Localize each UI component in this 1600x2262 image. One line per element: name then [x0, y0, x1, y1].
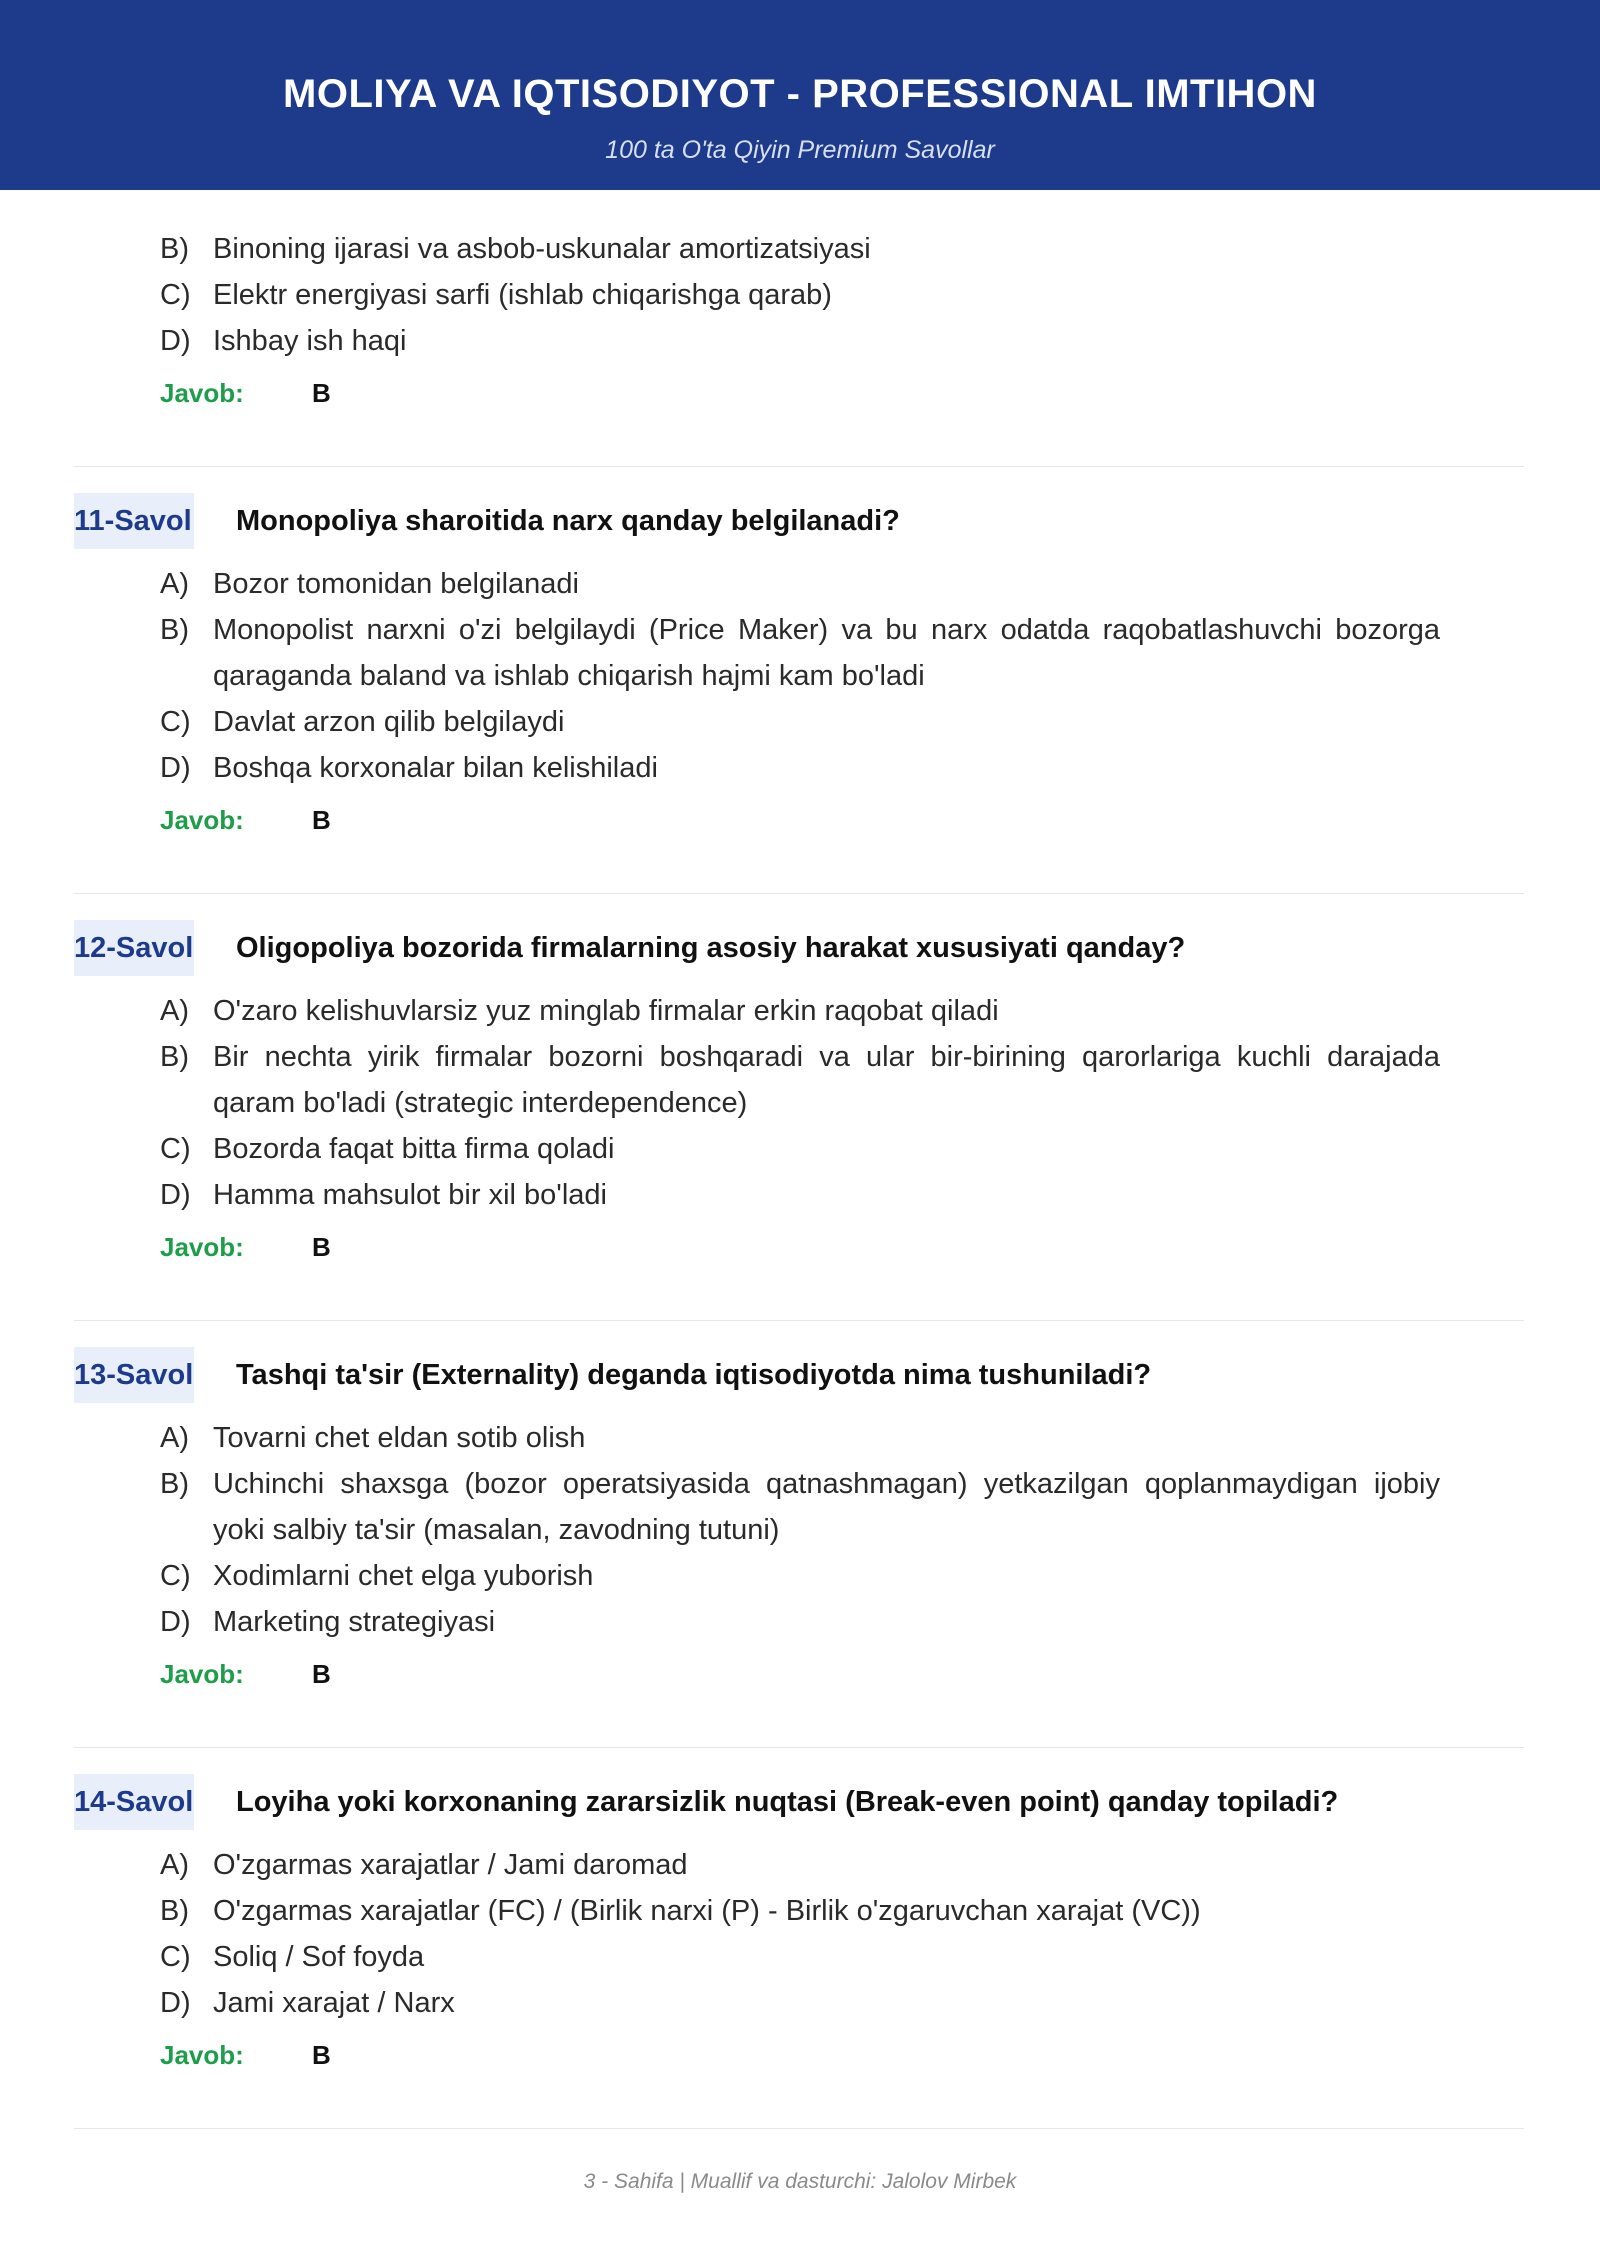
option-letter: A) — [160, 568, 189, 600]
option-letter: D) — [160, 1987, 191, 2019]
option-letter: A) — [160, 1849, 189, 1881]
option-row — [160, 699, 1440, 745]
option-text: Bir nechta yirik firmalar bozorni boshqaradi va ular bir-birining qarorlariga kuchli darajada qaram bo'ladi (strategic interdependence) — [213, 1041, 1440, 1119]
option-row — [160, 272, 1440, 318]
answer-label: Javob: — [160, 1659, 244, 1689]
option-text: Ishbay ish haqi — [213, 325, 407, 357]
option-text: Uchinchi shaxsga (bozor operatsiyasida qatnashmagan) yetkazilgan qoplanmaydigan ijobiy yoki salbiy ta'sir (masalan, zavodning tutuni) — [213, 1468, 1440, 1546]
option-letter: B) — [160, 1041, 189, 1073]
option-letter: C) — [160, 1560, 191, 1592]
answer-value: B — [312, 378, 331, 408]
question-text: Oligopoliya bozorida firmalarning asosiy harakat xususiyati qanday? — [236, 931, 1186, 964]
option-letter: B) — [160, 1895, 189, 1927]
question-number-badge: 12-Savol — [74, 920, 194, 976]
answer-label: Javob: — [160, 2040, 244, 2070]
option-text: Hamma mahsulot bir xil bo'ladi — [213, 1179, 607, 1211]
question-header — [74, 920, 1600, 976]
answer-row — [160, 1651, 1600, 1697]
option-letter: B) — [160, 233, 189, 265]
option-text: Monopolist narxni o'zi belgilaydi (Price Maker) va bu narx odatda raqobatlashuvchi bozorga qaraganda baland va ishlab chiqarish hajmi kam bo'ladi — [213, 614, 1440, 692]
option-row — [160, 1126, 1440, 1172]
answer-row — [160, 1224, 1600, 1270]
option-row — [160, 988, 1440, 1034]
question-number-badge: 14-Savol — [74, 1774, 194, 1830]
answer-value: B — [312, 805, 331, 835]
question-header — [74, 1347, 1600, 1403]
option-text: Davlat arzon qilib belgilaydi — [213, 706, 565, 738]
option-text: O'zgarmas xarajatlar (FC) / (Birlik narxi (P) - Birlik o'zgaruvchan xarajat (VC)) — [213, 1895, 1201, 1927]
option-row — [160, 745, 1440, 791]
question-text: Tashqi ta'sir (Externality) deganda iqtisodiyotda nima tushuniladi? — [236, 1358, 1152, 1391]
option-row — [160, 318, 1440, 364]
option-letter: C) — [160, 279, 191, 311]
answer-value: B — [312, 1232, 331, 1262]
page-title: MOLIYA VA IQTISODIYOT - PROFESSIONAL IMTIHON — [283, 72, 1317, 116]
question-header — [74, 493, 1600, 549]
question-number-badge: 13-Savol — [74, 1347, 194, 1403]
question-text: Monopoliya sharoitida narx qanday belgilanadi? — [236, 504, 900, 537]
option-letter: B) — [160, 1468, 189, 1500]
option-text: Xodimlarni chet elga yuborish — [213, 1560, 594, 1592]
option-text: Tovarni chet eldan sotib olish — [213, 1422, 586, 1454]
option-text: Jami xarajat / Narx — [213, 1987, 455, 2019]
option-text: Soliq / Sof foyda — [213, 1941, 425, 1973]
option-letter: D) — [160, 752, 191, 784]
question-text: Loyiha yoki korxonaning zararsizlik nuqtasi (Break-even point) qanday topiladi? — [236, 1785, 1339, 1818]
option-text: Elektr energiyasi sarfi (ishlab chiqarishga qarab) — [213, 279, 832, 311]
answer-label: Javob: — [160, 805, 244, 835]
option-text: O'zgarmas xarajatlar / Jami daromad — [213, 1849, 688, 1881]
page-subtitle: 100 ta O'ta Qiyin Premium Savollar — [605, 136, 995, 164]
answer-row — [160, 797, 1600, 843]
option-letter: A) — [160, 1422, 189, 1454]
option-row — [160, 1934, 1440, 1980]
option-row — [160, 1034, 1440, 1126]
answer-row — [160, 2032, 1600, 2078]
option-row — [160, 1172, 1440, 1218]
option-row — [160, 1980, 1440, 2026]
option-letter: C) — [160, 1941, 191, 1973]
option-text: Bozorda faqat bitta firma qoladi — [213, 1133, 615, 1165]
option-letter: D) — [160, 1606, 191, 1638]
option-row — [160, 561, 1440, 607]
option-text: Binoning ijarasi va asbob-uskunalar amortizatsiyasi — [213, 233, 871, 265]
option-letter: C) — [160, 1133, 191, 1165]
option-row — [160, 1415, 1440, 1461]
answer-label: Javob: — [160, 378, 244, 408]
page-footer: 3 - Sahifa | Muallif va dasturchi: Jalolov Mirbek — [583, 2170, 1017, 2193]
option-text: Boshqa korxonalar bilan kelishiladi — [213, 752, 658, 784]
option-row — [160, 1553, 1440, 1599]
option-row — [160, 1842, 1440, 1888]
option-row — [160, 607, 1440, 699]
option-letter: A) — [160, 995, 189, 1027]
option-text: Marketing strategiyasi — [213, 1606, 496, 1638]
option-text: Bozor tomonidan belgilanadi — [213, 568, 579, 600]
question-number-badge: 11-Savol — [74, 493, 194, 549]
question-divider — [74, 2128, 1524, 2129]
answer-value: B — [312, 1659, 331, 1689]
answer-value: B — [312, 2040, 331, 2070]
question-header — [74, 1774, 1600, 1830]
answer-row — [160, 370, 1600, 416]
option-row — [160, 1461, 1440, 1553]
page-content — [0, 190, 1600, 2129]
option-row — [160, 226, 1440, 272]
option-letter: D) — [160, 325, 191, 357]
option-row — [160, 1599, 1440, 1645]
option-text: O'zaro kelishuvlarsiz yuz minglab firmalar erkin raqobat qiladi — [213, 995, 999, 1027]
option-row — [160, 1888, 1440, 1934]
option-letter: D) — [160, 1179, 191, 1211]
option-letter: B) — [160, 614, 189, 646]
option-letter: C) — [160, 706, 191, 738]
page-header — [0, 0, 1600, 190]
answer-label: Javob: — [160, 1232, 244, 1262]
